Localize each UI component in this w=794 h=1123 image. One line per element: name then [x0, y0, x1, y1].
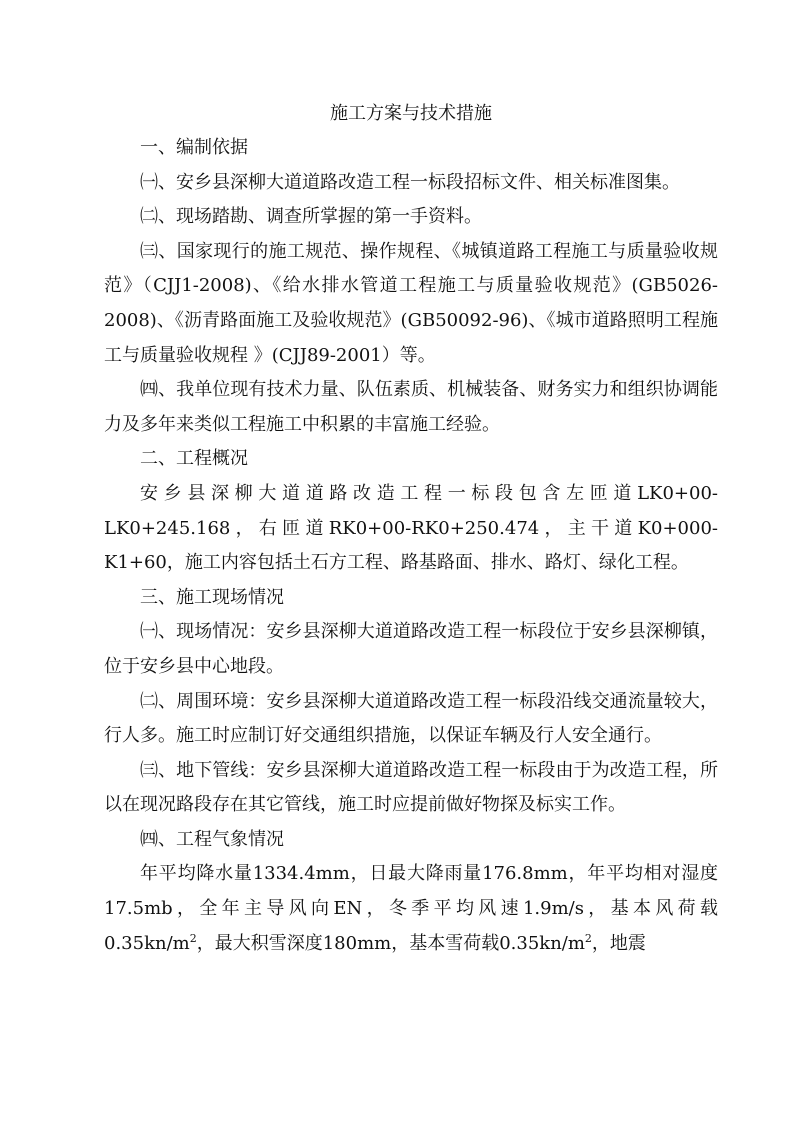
section3-item-3: ㈢、地下管线：安乡县深柳大道道路改造工程一标段由于为改造工程，所以在现况路段存在其它管线，施工时应提前做好物探及标实工作。 [104, 759, 718, 816]
weather-text-a: 年平均降水量1334.4mm，日最大降雨量176.8mm，年平均相对湿度17.5mb，全年主导风向EN，冬季平均风速1.9m/s，基本风荷载0.35kn/m [104, 863, 718, 954]
section1-item-1: ㈠、安乡县深柳大道道路改造工程一标段招标文件、相关标准图集。 [140, 171, 680, 193]
section1-item-4: ㈣、我单位现有技术力量、队伍素质、机械装备、财务实力和组织协调能力及多年来类似工程施工中积累的丰富施工经验。 [104, 379, 718, 435]
page-title: 施工方案与技术措施 [330, 103, 492, 124]
weather-superscript-b: 2 [584, 931, 592, 945]
section1-item-3: ㈢、国家现行的施工规范、操作规程、《城镇道路工程施工与质量验收规范》（CJJ1-2008)、《给水排水管道工程施工与质量验收规范》(GB5026-2008)、《沥青路面施工及验收规范》(GB50092-96)、《城市道路照明工程施工与质量验收规程 》(CJJ89-2001）等。 [104, 240, 718, 366]
section1-item-2: ㈡、现场踏勘、调查所掌握的第一手资料。 [140, 206, 482, 228]
section3-item-2: ㈡、周围环境：安乡县深柳大道道路改造工程一标段沿线交通流量较大，行人多。施工时应制订好交通组织措施，以保证车辆及行人安全通行。 [104, 690, 718, 747]
section-heading-2: 二、工程概况 [140, 448, 248, 470]
section-heading-1: 一、编制依据 [140, 137, 248, 158]
section3-item-1: ㈠、现场情况：安乡县深柳大道道路改造工程一标段位于安乡县深柳镇，位于安乡县中心地段。 [104, 621, 718, 677]
weather-text-b: ，最大积雪深度180mm，基本雪荷载0.35kn/m [196, 932, 585, 954]
weather-heading: ㈣、工程气象情况 [140, 828, 284, 850]
weather-text-c: ，地震 [591, 932, 646, 954]
weather-paragraph [104, 857, 718, 961]
weather-superscript-a: 2 [189, 931, 197, 945]
section-heading-3: 三、施工现场情况 [140, 586, 284, 608]
section2-overview: 安乡县深柳大道道路改造工程一标段包含左匝道LK0+00-LK0+245.168，右匝道RK0+00-RK0+250.474，主干道K0+000-K1+60，施工内容包括土石方工程、路基路面、排水、路灯、绿化工程。 [104, 482, 718, 574]
